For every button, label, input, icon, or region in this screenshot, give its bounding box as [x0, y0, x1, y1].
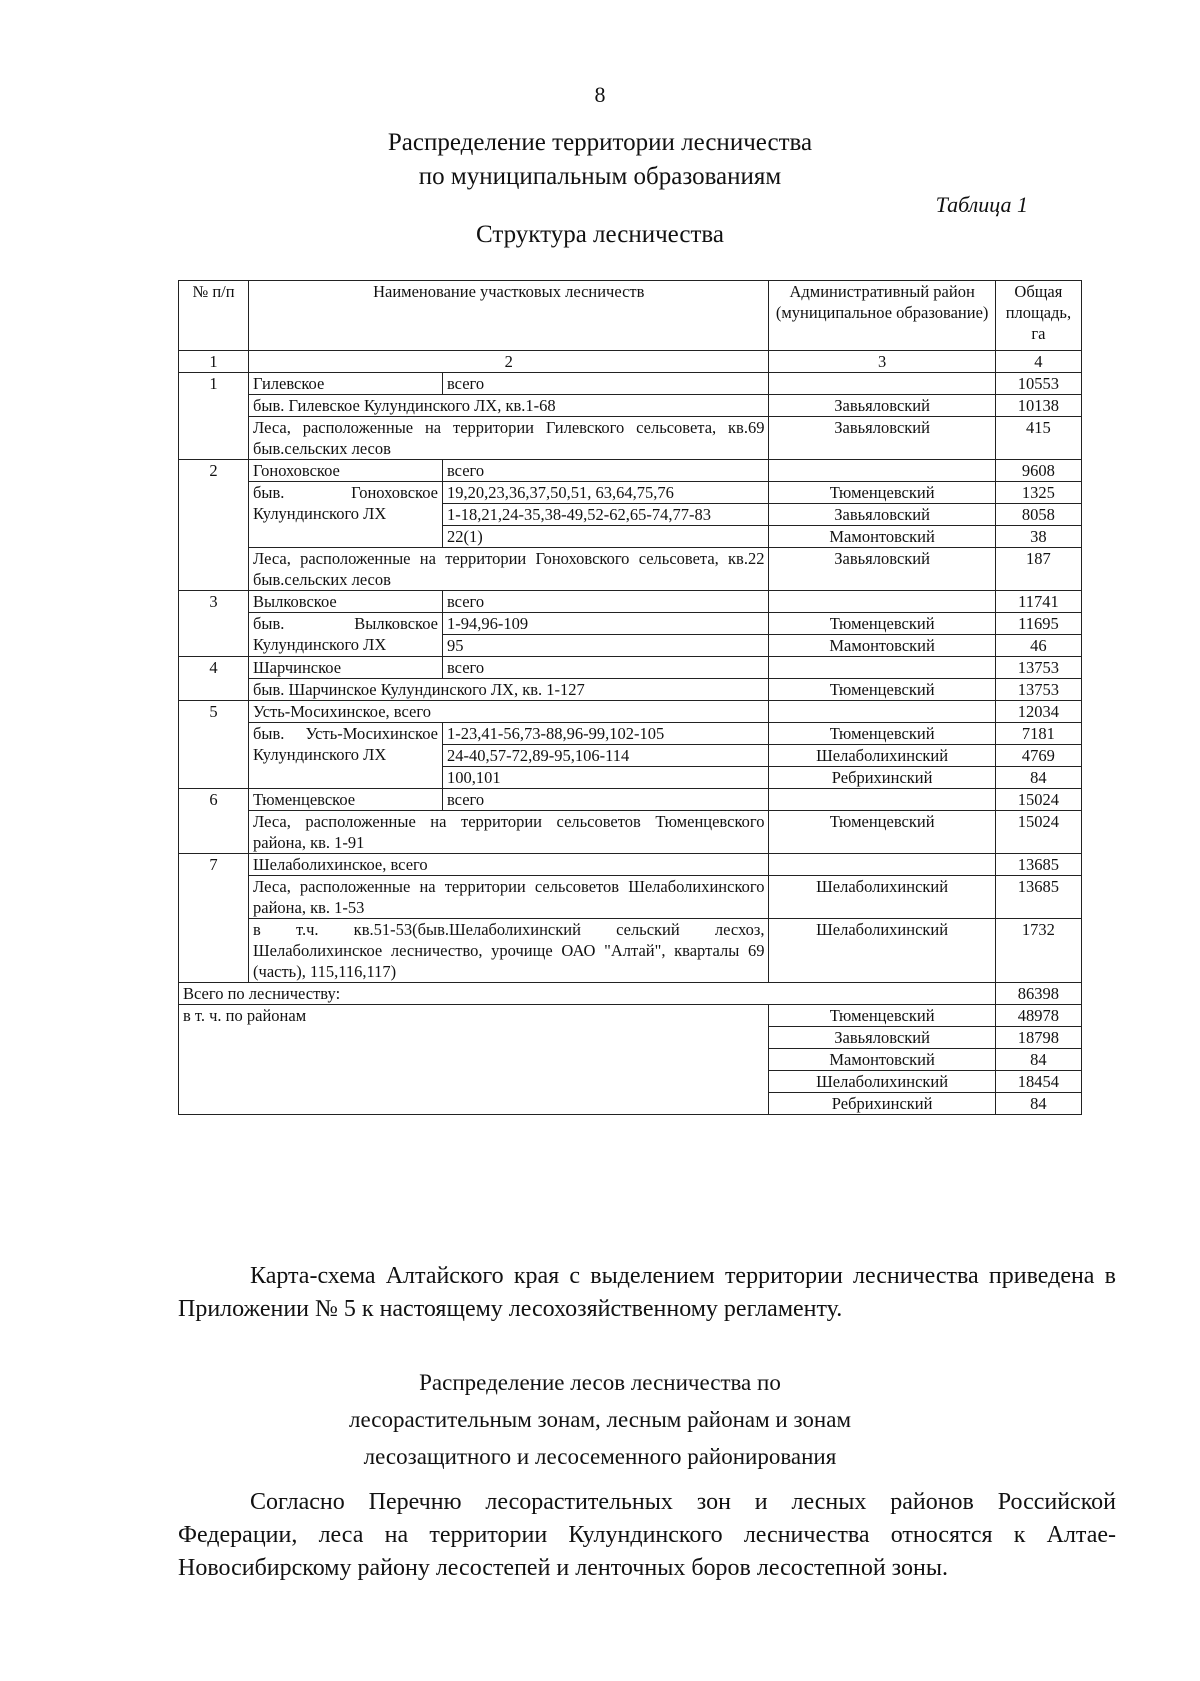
area-value: 13753	[995, 679, 1081, 701]
district-value: Шелаболихинский	[769, 1071, 995, 1093]
quarters: 95	[442, 635, 769, 657]
total-label: Всего по лесничеству:	[179, 983, 996, 1005]
quarters: всего	[442, 373, 769, 395]
section-title-line: лесозащитного и лесосеменного районирования	[363, 1444, 837, 1469]
forestry-name: Гилевское	[249, 373, 443, 395]
section-title-line: Распределение лесов лесничества по	[419, 1370, 781, 1395]
col-number: 1	[179, 351, 249, 373]
area-value: 415	[995, 417, 1081, 460]
district-value: Мамонтовский	[769, 1049, 995, 1071]
table-row	[179, 876, 1082, 919]
district-value: Ребрихинский	[769, 767, 995, 789]
quarters: 22(1)	[442, 526, 769, 548]
table-row	[179, 723, 1082, 745]
area-value: 18454	[995, 1071, 1081, 1093]
district-value: Завьяловский	[769, 548, 995, 591]
table-row	[179, 395, 1082, 417]
section-title-line: по муниципальным образованиям	[418, 163, 782, 190]
district-value: Завьяловский	[769, 504, 995, 526]
total-row	[179, 983, 1082, 1005]
subdivision-name: быв. Усть-Мосихинское Кулундинского ЛХ	[249, 723, 443, 789]
table-row	[179, 613, 1082, 635]
district-value: Шелаболихинский	[769, 745, 995, 767]
quarters: 100,101	[442, 767, 769, 789]
table-row	[179, 679, 1082, 701]
area-value: 11695	[995, 613, 1081, 635]
row-num: 1	[179, 373, 249, 460]
district-value: Завьяловский	[769, 1027, 995, 1049]
subdivision-name: быв. Вылковское Кулундинского ЛХ	[249, 613, 443, 657]
row-num: 3	[179, 591, 249, 657]
header-num: № п/п	[179, 281, 249, 351]
area-value: 15024	[995, 811, 1081, 854]
area-value: 11741	[995, 591, 1081, 613]
row-num: 6	[179, 789, 249, 854]
area-value: 10138	[995, 395, 1081, 417]
forest-zone-paragraph: Согласно Перечню лесорастительных зон и лесных районов Российской Федерации, леса на территории Кулундинского лесничества относятся к Алтае-Новосибирскому району лесостепей и ленточных боров лесостепной зоны.	[178, 1489, 1116, 1581]
quarters: 1-23,41-56,73-88,96-99,102-105	[442, 723, 769, 745]
area-value: 15024	[995, 789, 1081, 811]
table-row	[179, 657, 1082, 679]
subdivision-name: быв. Гоноховское Кулундинского ЛХ	[249, 482, 443, 548]
table-row	[179, 919, 1082, 983]
district-value: Тюменцевский	[769, 482, 995, 504]
district-value: Тюменцевский	[769, 811, 995, 854]
area-value: 46	[995, 635, 1081, 657]
quarters: всего	[442, 591, 769, 613]
district-value: Мамонтовский	[769, 635, 995, 657]
area-value: 187	[995, 548, 1081, 591]
area-value: 84	[995, 1049, 1081, 1071]
district-value: Тюменцевский	[769, 723, 995, 745]
district-value: Тюменцевский	[769, 679, 995, 701]
quarters: 24-40,57-72,89-95,106-114	[442, 745, 769, 767]
area-value: 84	[995, 1093, 1081, 1115]
area-value: 8058	[995, 504, 1081, 526]
header-name: Наименование участковых лесничеств	[249, 281, 769, 351]
section-title-line: Распределение территории лесничества	[387, 129, 813, 156]
row-num: 7	[179, 854, 249, 983]
quarters: 19,20,23,36,37,50,51, 63,64,75,76	[442, 482, 769, 504]
forestry-name: Тюменцевское	[249, 789, 443, 811]
table-row	[179, 591, 1082, 613]
district-value: Мамонтовский	[769, 526, 995, 548]
forestry-name: Гоноховское	[249, 460, 443, 482]
table-row	[179, 548, 1082, 591]
page-number: 8	[594, 82, 606, 107]
district-summary-row	[179, 1005, 1082, 1027]
table-row	[179, 417, 1082, 460]
district-value: Шелаболихинский	[769, 919, 995, 983]
area-value: 13685	[995, 876, 1081, 919]
area-value: 9608	[995, 460, 1081, 482]
forestry-structure-table	[178, 280, 1082, 1115]
area-value: 84	[995, 767, 1081, 789]
table-number-note: Таблица 1	[935, 192, 1028, 217]
subdivision-text: Леса, расположенные на территории Гилевского сельсовета, кв.69 быв.сельских лесов	[249, 417, 769, 460]
table-row	[179, 482, 1082, 504]
section-title	[0, 126, 1200, 194]
district-value: Тюменцевский	[769, 1005, 995, 1027]
header-area: Общая площадь, га	[995, 281, 1081, 351]
table-row	[179, 811, 1082, 854]
section-title	[0, 1364, 1200, 1475]
row-num: 4	[179, 657, 249, 701]
forestry-name: Шарчинское	[249, 657, 443, 679]
table-row	[179, 373, 1082, 395]
district-value: Тюменцевский	[769, 613, 995, 635]
district-value: Шелаболихинский	[769, 876, 995, 919]
table-header-row	[179, 281, 1082, 351]
forestry-name: Вылковское	[249, 591, 443, 613]
subdivision-text: Леса, расположенные на территории Гоноховского сельсовета, кв.22 быв.сельских лесов	[249, 548, 769, 591]
table-title: Структура лесничества	[476, 221, 724, 248]
area-value: 1325	[995, 482, 1081, 504]
district-value: Ребрихинский	[769, 1093, 995, 1115]
row-num: 2	[179, 460, 249, 591]
area-value: 12034	[995, 701, 1081, 723]
map-reference-paragraph: Карта-схема Алтайского края с выделением территории лесничества приведена в Приложении № 5 к настоящему лесохозяйственному регламенту.	[178, 1263, 1116, 1322]
district-value: Завьяловский	[769, 395, 995, 417]
subdivision-text: Леса, расположенные на территории сельсоветов Тюменцевского района, кв. 1-91	[249, 811, 769, 854]
area-value: 4769	[995, 745, 1081, 767]
subdivision-text: быв. Шарчинское Кулундинского ЛХ, кв. 1-127	[249, 679, 769, 701]
total-area: 86398	[995, 983, 1081, 1005]
table-row	[179, 701, 1082, 723]
district-value: Завьяловский	[769, 417, 995, 460]
area-value: 1732	[995, 919, 1081, 983]
area-value: 13685	[995, 854, 1081, 876]
quarters: 1-94,96-109	[442, 613, 769, 635]
col-number: 4	[995, 351, 1081, 373]
quarters: 1-18,21,24-35,38-49,52-62,65-74,77-83	[442, 504, 769, 526]
area-value: 13753	[995, 657, 1081, 679]
section-title-line: лесорастительным зонам, лесным районам и зонам	[348, 1407, 851, 1432]
col-number: 2	[249, 351, 769, 373]
area-value: 18798	[995, 1027, 1081, 1049]
area-value: 7181	[995, 723, 1081, 745]
forestry-name: Усть-Мосихинское, всего	[249, 701, 769, 723]
forestry-name: Шелаболихинское, всего	[249, 854, 769, 876]
table-row	[179, 789, 1082, 811]
row-num: 5	[179, 701, 249, 789]
district-summary-label: в т. ч. по районам	[179, 1005, 769, 1115]
quarters: всего	[442, 789, 769, 811]
table-row	[179, 854, 1082, 876]
subdivision-text: Леса, расположенные на территории сельсоветов Шелаболихинского района, кв. 1-53	[249, 876, 769, 919]
subdivision-text: быв. Гилевское Кулундинского ЛХ, кв.1-68	[249, 395, 769, 417]
quarters: всего	[442, 657, 769, 679]
col-number: 3	[769, 351, 995, 373]
column-number-row	[179, 351, 1082, 373]
area-value: 38	[995, 526, 1081, 548]
header-district: Административный район (муниципальное образование)	[769, 281, 995, 351]
quarters: всего	[442, 460, 769, 482]
subdivision-text: в т.ч. кв.51-53(быв.Шелаболихинский сельский лесхоз, Шелаболихинское лесничество, урочище ОАО "Алтай", кварталы 69 (часть), 115,116,117)	[249, 919, 769, 983]
area-value: 48978	[995, 1005, 1081, 1027]
area-value: 10553	[995, 373, 1081, 395]
table-row	[179, 460, 1082, 482]
